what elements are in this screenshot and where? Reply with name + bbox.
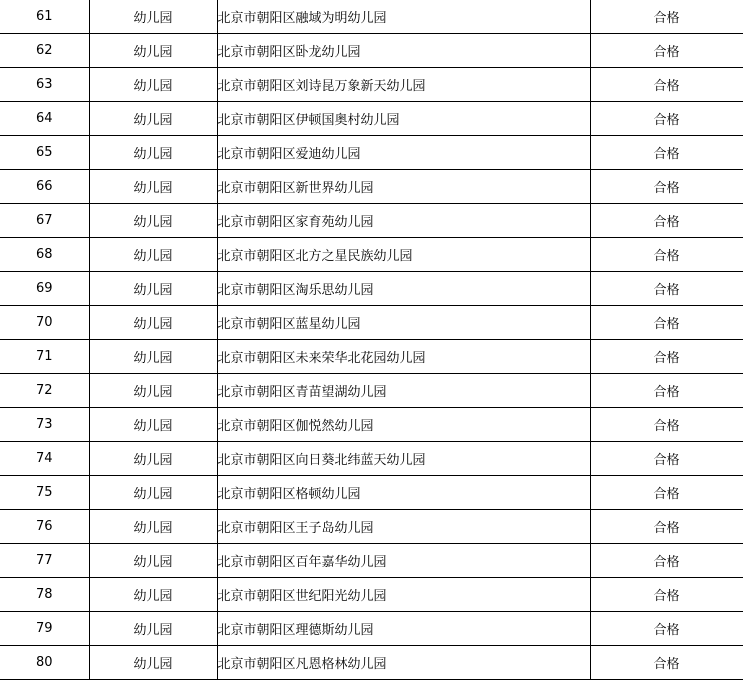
table-row [0, 68, 743, 102]
table-row [0, 476, 743, 510]
table-row [0, 578, 743, 612]
table-row [0, 612, 743, 646]
table-row [0, 0, 743, 34]
cell-kindergarten-name: 北京市朝阳区淘乐思幼儿园 [217, 272, 590, 306]
cell-kindergarten-name: 北京市朝阳区刘诗昆万象新天幼儿园 [217, 68, 590, 102]
table-row [0, 306, 743, 340]
cell-kindergarten-name: 北京市朝阳区卧龙幼儿园 [217, 34, 590, 68]
table-row [0, 510, 743, 544]
cell-number: 80 [0, 646, 89, 680]
table-row [0, 442, 743, 476]
table-row [0, 408, 743, 442]
table-row [0, 204, 743, 238]
cell-result: 合格 [590, 272, 743, 306]
cell-category: 幼儿园 [89, 204, 217, 238]
cell-category: 幼儿园 [89, 136, 217, 170]
cell-result: 合格 [590, 578, 743, 612]
cell-kindergarten-name: 北京市朝阳区理德斯幼儿园 [217, 612, 590, 646]
cell-number: 68 [0, 238, 89, 272]
cell-kindergarten-name: 北京市朝阳区蓝星幼儿园 [217, 306, 590, 340]
cell-number: 76 [0, 510, 89, 544]
table-row [0, 272, 743, 306]
cell-kindergarten-name: 北京市朝阳区未来荣华北花园幼儿园 [217, 340, 590, 374]
cell-result: 合格 [590, 306, 743, 340]
cell-category: 幼儿园 [89, 102, 217, 136]
cell-result: 合格 [590, 646, 743, 680]
table-row [0, 34, 743, 68]
cell-result: 合格 [590, 374, 743, 408]
cell-category: 幼儿园 [89, 408, 217, 442]
cell-number: 69 [0, 272, 89, 306]
cell-kindergarten-name: 北京市朝阳区百年嘉华幼儿园 [217, 544, 590, 578]
table-row [0, 136, 743, 170]
cell-kindergarten-name: 北京市朝阳区伊顿国奥村幼儿园 [217, 102, 590, 136]
cell-kindergarten-name: 北京市朝阳区青苗望湖幼儿园 [217, 374, 590, 408]
cell-category: 幼儿园 [89, 34, 217, 68]
cell-number: 65 [0, 136, 89, 170]
cell-result: 合格 [590, 544, 743, 578]
table-row [0, 340, 743, 374]
cell-result: 合格 [590, 442, 743, 476]
cell-category: 幼儿园 [89, 510, 217, 544]
cell-category: 幼儿园 [89, 340, 217, 374]
cell-number: 72 [0, 374, 89, 408]
cell-result: 合格 [590, 170, 743, 204]
cell-number: 63 [0, 68, 89, 102]
cell-category: 幼儿园 [89, 646, 217, 680]
cell-result: 合格 [590, 340, 743, 374]
cell-kindergarten-name: 北京市朝阳区王子岛幼儿园 [217, 510, 590, 544]
cell-kindergarten-name: 北京市朝阳区家育苑幼儿园 [217, 204, 590, 238]
cell-kindergarten-name: 北京市朝阳区融域为明幼儿园 [217, 0, 590, 34]
cell-category: 幼儿园 [89, 442, 217, 476]
cell-result: 合格 [590, 136, 743, 170]
cell-category: 幼儿园 [89, 612, 217, 646]
cell-kindergarten-name: 北京市朝阳区格顿幼儿园 [217, 476, 590, 510]
cell-number: 66 [0, 170, 89, 204]
cell-category: 幼儿园 [89, 238, 217, 272]
cell-number: 62 [0, 34, 89, 68]
cell-number: 70 [0, 306, 89, 340]
cell-kindergarten-name: 北京市朝阳区爱迪幼儿园 [217, 136, 590, 170]
table-row [0, 238, 743, 272]
cell-result: 合格 [590, 34, 743, 68]
cell-category: 幼儿园 [89, 544, 217, 578]
cell-kindergarten-name: 北京市朝阳区向日葵北纬蓝天幼儿园 [217, 442, 590, 476]
cell-result: 合格 [590, 510, 743, 544]
cell-number: 79 [0, 612, 89, 646]
table-row [0, 170, 743, 204]
cell-number: 61 [0, 0, 89, 34]
cell-result: 合格 [590, 102, 743, 136]
cell-number: 77 [0, 544, 89, 578]
cell-number: 71 [0, 340, 89, 374]
table-row [0, 374, 743, 408]
cell-result: 合格 [590, 408, 743, 442]
cell-category: 幼儿园 [89, 272, 217, 306]
cell-category: 幼儿园 [89, 170, 217, 204]
cell-number: 74 [0, 442, 89, 476]
cell-kindergarten-name: 北京市朝阳区伽悦然幼儿园 [217, 408, 590, 442]
cell-category: 幼儿园 [89, 306, 217, 340]
table-row [0, 102, 743, 136]
cell-result: 合格 [590, 238, 743, 272]
cell-result: 合格 [590, 612, 743, 646]
cell-category: 幼儿园 [89, 476, 217, 510]
cell-result: 合格 [590, 68, 743, 102]
cell-kindergarten-name: 北京市朝阳区新世界幼儿园 [217, 170, 590, 204]
cell-result: 合格 [590, 476, 743, 510]
cell-kindergarten-name: 北京市朝阳区世纪阳光幼儿园 [217, 578, 590, 612]
cell-result: 合格 [590, 204, 743, 238]
cell-number: 75 [0, 476, 89, 510]
cell-number: 73 [0, 408, 89, 442]
table-row [0, 646, 743, 680]
cell-category: 幼儿园 [89, 374, 217, 408]
cell-category: 幼儿园 [89, 68, 217, 102]
table-row [0, 544, 743, 578]
cell-kindergarten-name: 北京市朝阳区凡恩格林幼儿园 [217, 646, 590, 680]
cell-category: 幼儿园 [89, 578, 217, 612]
cell-number: 64 [0, 102, 89, 136]
cell-category: 幼儿园 [89, 0, 217, 34]
cell-result: 合格 [590, 0, 743, 34]
cell-number: 67 [0, 204, 89, 238]
cell-number: 78 [0, 578, 89, 612]
cell-kindergarten-name: 北京市朝阳区北方之星民族幼儿园 [217, 238, 590, 272]
